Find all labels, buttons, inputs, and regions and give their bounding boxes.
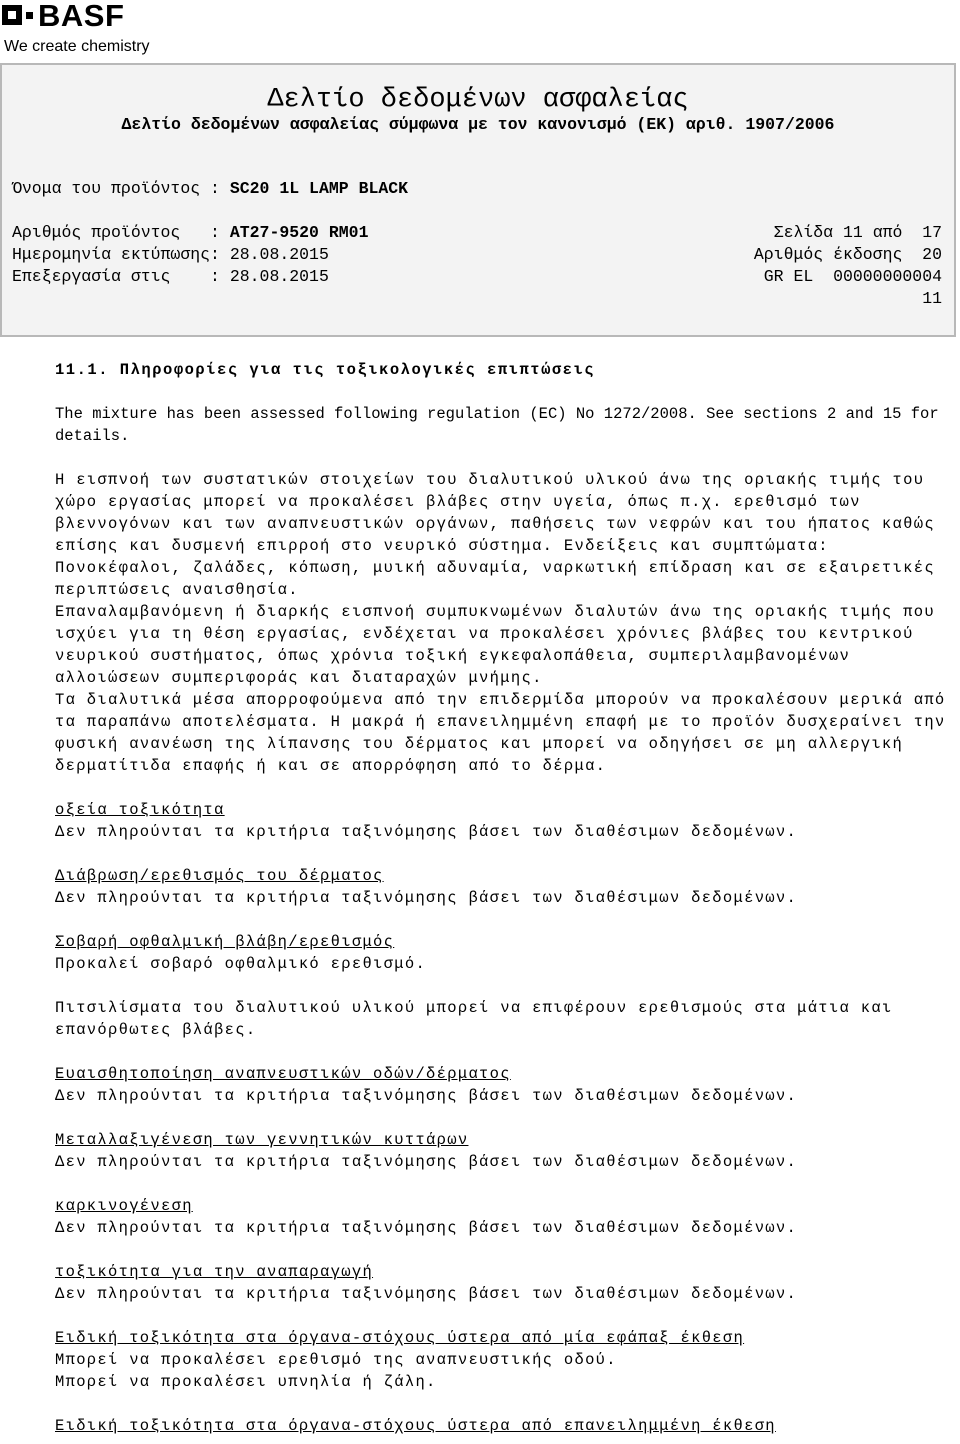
revision-date: 28.08.2015 [229, 267, 329, 286]
document-subtitle: Δελτίο δεδομένων ασφαλείας σύμφωνα με τον κανονισμό (ΕΚ) αριθ. 1907/2006 [121, 115, 835, 134]
print-date: 28.08.2015 [229, 245, 329, 264]
print-date-row [12, 245, 329, 265]
hazard-text: Δεν πληρούνται τα κριτήρια ταξινόμησης βάσει των διαθέσιμων δεδομένων. [55, 1153, 798, 1171]
hazard-title: οξεία τοξικότητα [55, 801, 225, 819]
page-info: Σελίδα 11 από 17 [773, 223, 942, 242]
hazard-title: Ευαισθητοποίηση αναπνευστικών οδών/δέρματος [55, 1065, 511, 1083]
section-number: 11 [922, 289, 942, 308]
version-info: Αριθμός έκδοσης 20 [753, 245, 942, 264]
product-number-row [12, 223, 368, 243]
basf-logo-mark [2, 5, 22, 25]
hazard-text: Δεν πληρούνται τα κριτήρια ταξινόμησης βάσει των διαθέσιμων δεδομένων. [55, 1087, 798, 1105]
hazard-title: καρκινογένεση [55, 1197, 193, 1215]
document-body [55, 359, 950, 1437]
basf-logo-wordmark: BASF [38, 0, 125, 33]
product-number-label: Αριθμός προϊόντος : [12, 223, 230, 242]
revision-date-row [12, 267, 329, 287]
document-code: GR EL 00000000004 [763, 267, 942, 286]
stot-single-line: Μπορεί να προκαλέσει υπνηλία ή ζάλη. [55, 1373, 437, 1391]
repeated-inhalation-paragraph: Επαναλαμβανόμενη ή διαρκής εισπνοή συμπυκνωμένων διαλυτών άνω της οριακής τιμής που ισχύει για τη θέση εργασίας, ενδέχεται να προκαλέσει χρόνιες βλάβες του κεντρικού νευρικού συστήματος, όπως χρόνια τοξική εγκεφαλοπάθεια, συμπεριλαμβανομένων αλλοιώσεων συμπεριφοράς και διαταραχών μνήμης. [55, 603, 935, 687]
product-name: SC20 1L LAMP BLACK [229, 179, 409, 198]
basf-logo [0, 0, 180, 60]
document-header [0, 63, 956, 337]
hazard-title: Διάβρωση/ερεθισμός του δέρματος [55, 867, 384, 885]
document-title: Δελτίο δεδομένων ασφαλείας [267, 85, 689, 115]
hazard-title: τοξικότητα για την αναπαραγωγή [55, 1263, 374, 1281]
revision-date-label: Επεξεργασία στις : [12, 267, 230, 286]
splash-note: Πιτσιλίσματα του διαλυτικού υλικού μπορεί να επιφέρουν ερεθισμούς στα μάτια και επανόρθωτες βλάβες. [55, 999, 893, 1039]
product-name-row [12, 179, 408, 199]
hazard-text: Προκαλεί σοβαρό οφθαλμικό ερεθισμό. [55, 955, 427, 973]
hazard-text: Δεν πληρούνται τα κριτήρια ταξινόμησης βάσει των διαθέσιμων δεδομένων. [55, 1285, 798, 1303]
product-number: AT27-9520 RM01 [229, 223, 369, 242]
basf-logo-dot [26, 12, 33, 19]
hazard-text: Δεν πληρούνται τα κριτήρια ταξινόμησης βάσει των διαθέσιμων δεδομένων. [55, 889, 798, 907]
stot-single-title: Ειδική τοξικότητα στα όργανα-στόχους ύστερα από μία εφάπαξ έκθεση [55, 1329, 745, 1347]
hazard-title: Μεταλλαξιγένεση των γεννητικών κυττάρων [55, 1131, 469, 1149]
stot-repeated-title: Ειδική τοξικότητα στα όργανα-στόχους ύστερα από επανειλημμένη έκθεση [55, 1417, 776, 1435]
hazard-text: Δεν πληρούνται τα κριτήρια ταξινόμησης βάσει των διαθέσιμων δεδομένων. [55, 1219, 798, 1237]
hazard-title: Σοβαρή οφθαλμική βλάβη/ερεθισμός [55, 933, 395, 951]
section-heading: 11.1. Πληροφορίες για τις τοξικολογικές επιπτώσεις [55, 361, 596, 379]
print-date-label: Ημερομηνία εκτύπωσης: [12, 245, 230, 264]
basf-tagline: We create chemistry [4, 38, 150, 55]
skin-absorption-paragraph: Τα διαλυτικά μέσα απορροφούμενα από την επιδερμίδα μπορούν να προκαλέσουν μερικά από τα παραπάνω αποτελέσματα. Η μακρά ή επανειλημμένη επαφή με το προϊόν δυσχεραίνει την φυσική ανανέωση της λίπανσης του δέρματος και μπορεί να οδηγήσει σε μη αλλεργική δερματίτιδα επαφής ή και σε απορρόφηση από το δέρμα. [55, 691, 946, 775]
stot-single-line: Μπορεί να προκαλέσει ερεθισμό της αναπνευστικής οδού. [55, 1351, 617, 1369]
assessment-note: The mixture has been assessed following regulation (EC) No 1272/2008. See sections 2 and 15 for details. [55, 405, 939, 445]
inhalation-paragraph: Η εισπνοή των συστατικών στοιχείων του διαλυτικού υλικού άνω της οριακής τιμής του χώρο εργασίας μπορεί να προκαλέσει βλάβες στην υγεία, όπως π.χ. ερεθισμό των βλεννογόνων και των αναπνευστικών οργάνων, παθήσεις των νεφρών και του ήπατος καθώς επίσης και δυσμενή επιρροή στο νευρικό σύστημα. Ενδείξεις και συμπτώματα: Πονοκέφαλοι, ζαλάδες, κόπωση, μυική αδυναμία, ναρκωτική επίδραση και σε εξαιρετικές περιπτώσεις αναισθησία. [55, 471, 935, 599]
hazard-text: Δεν πληρούνται τα κριτήρια ταξινόμησης βάσει των διαθέσιμων δεδομένων. [55, 823, 798, 841]
product-name-label: Όνομα του προϊόντος : [12, 179, 230, 198]
